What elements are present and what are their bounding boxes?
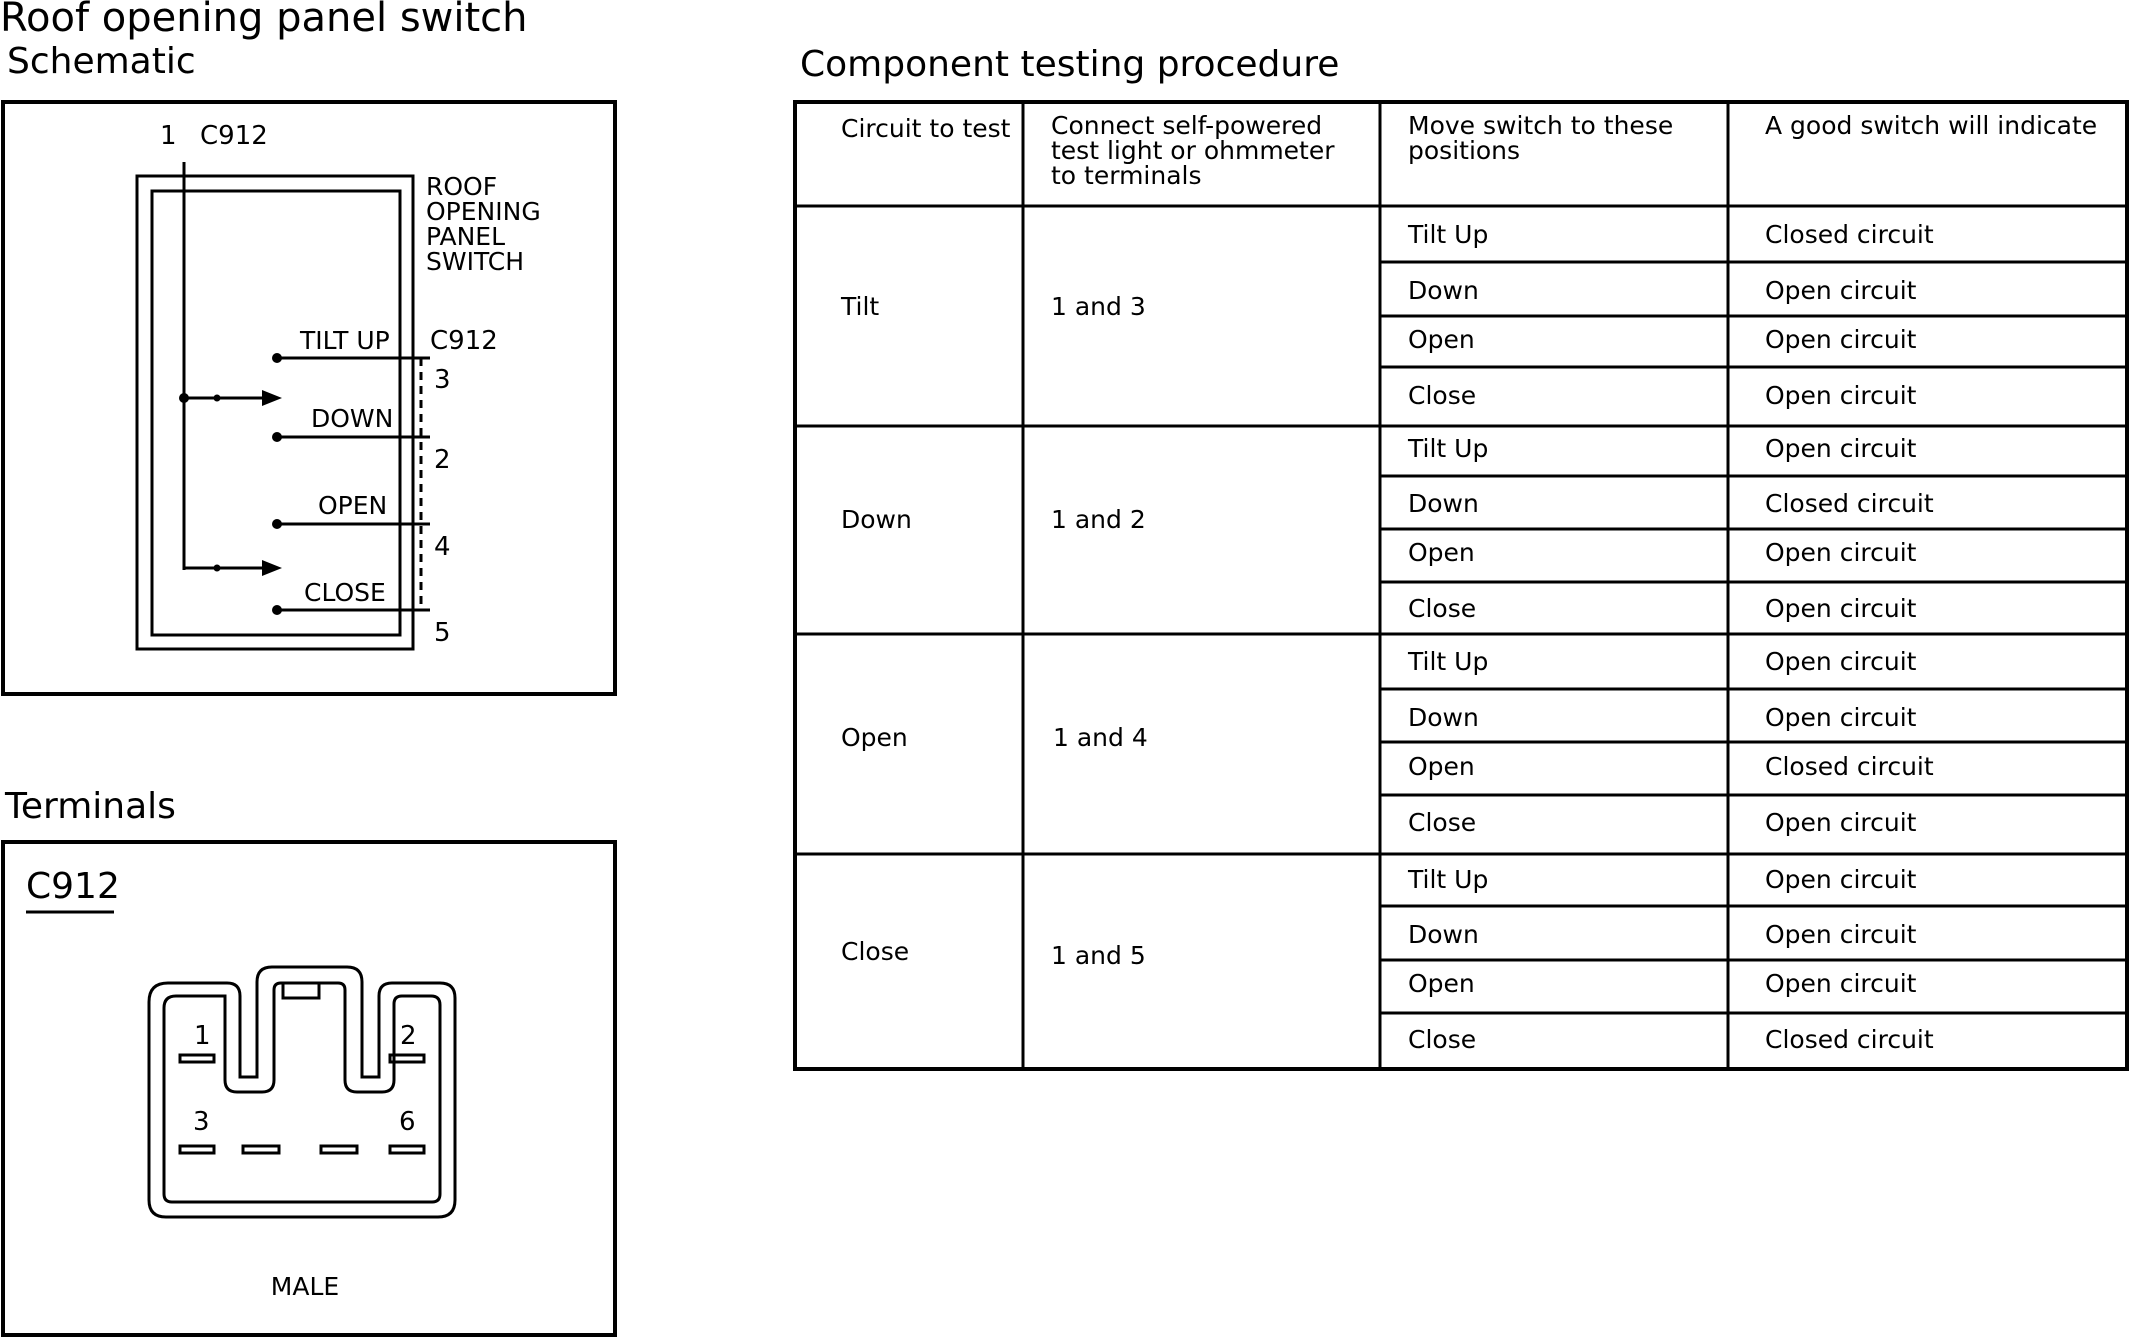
- result-cell: Open circuit: [1765, 276, 1917, 305]
- position-cell: Down: [1408, 920, 1479, 949]
- pin-slot: [390, 1146, 424, 1153]
- header-positions-line: positions: [1408, 136, 1521, 165]
- terminal-number: 5: [434, 618, 451, 648]
- connector-housing-outer: [149, 967, 455, 1217]
- result-cell: Open circuit: [1765, 808, 1917, 837]
- header-circuit: Circuit to test: [841, 114, 1011, 143]
- pin-number: 2: [400, 1021, 417, 1051]
- position-cell: Tilt Up: [1408, 865, 1489, 894]
- header-indicate: A good switch will indicate: [1765, 111, 2098, 140]
- pin-slot: [243, 1146, 279, 1153]
- schematic-heading: Schematic: [7, 41, 196, 82]
- position-cell: Open: [1408, 752, 1475, 781]
- contact-dot: [272, 353, 282, 363]
- connector-top-label: C912: [200, 121, 268, 151]
- result-cell: Open circuit: [1765, 325, 1917, 354]
- page-title: Roof opening panel switch: [0, 0, 528, 41]
- switch-label-line: PANEL: [426, 222, 506, 251]
- pivot-dot: [214, 395, 221, 402]
- table-header: [841, 111, 2097, 190]
- result-cell: Closed circuit: [1765, 752, 1934, 781]
- position-cell: Close: [1408, 1025, 1477, 1054]
- circuit-cell: Close: [841, 937, 910, 966]
- header-connect-line: test light or ohmmeter: [1051, 136, 1335, 165]
- position-cell: Open: [1408, 969, 1475, 998]
- connector-gender: MALE: [270, 1272, 340, 1301]
- pin-slots: [180, 1055, 424, 1153]
- contact-dot: [272, 432, 282, 442]
- position-cell: Tilt Up: [1408, 647, 1489, 676]
- switch-label: [426, 172, 541, 276]
- header-connect-line: to terminals: [1051, 161, 1202, 190]
- result-cell: Open circuit: [1765, 538, 1917, 567]
- result-cell: Closed circuit: [1765, 220, 1934, 249]
- pin-number: 6: [399, 1107, 416, 1137]
- terminal-number: 3: [434, 365, 451, 395]
- result-cell: Open circuit: [1765, 647, 1917, 676]
- latch-notch: [283, 983, 319, 998]
- position-label-tilt-up: TILT UP: [300, 326, 390, 355]
- lower-blade-arrow: [262, 560, 282, 576]
- procedure-table: [795, 102, 2127, 1069]
- position-cell: Open: [1408, 538, 1475, 567]
- pin-number: 3: [193, 1107, 210, 1137]
- position-cell: Down: [1408, 489, 1479, 518]
- terminals-frame: [3, 842, 615, 1335]
- pin1-number: 1: [160, 121, 177, 151]
- circuit-cell: Open: [841, 723, 908, 752]
- position-cell: Down: [1408, 276, 1479, 305]
- terminals-heading: Terminals: [5, 786, 176, 827]
- pin-slot: [321, 1146, 357, 1153]
- connector-name: C912: [26, 866, 120, 907]
- position-label-close: CLOSE: [304, 578, 386, 607]
- schematic-panel: [3, 102, 615, 694]
- procedure-heading: Component testing procedure: [800, 44, 1340, 85]
- position-cell: Tilt Up: [1408, 434, 1489, 463]
- pin-numbers: [193, 1021, 417, 1137]
- switch-label-line: ROOF: [426, 172, 498, 201]
- position-cell: Close: [1408, 594, 1477, 623]
- position-labels: [299, 326, 393, 607]
- switch-label-line: OPENING: [426, 197, 541, 226]
- connector-right-label: C912: [430, 326, 498, 356]
- position-cell: Tilt Up: [1408, 220, 1489, 249]
- switch-label-line: SWITCH: [426, 247, 525, 276]
- position-cell: Open: [1408, 325, 1475, 354]
- result-cell: Open circuit: [1765, 703, 1917, 732]
- terminal-number: 4: [434, 532, 451, 562]
- terminals-cell: 1 and 2: [1051, 505, 1146, 534]
- result-cell: Open circuit: [1765, 381, 1917, 410]
- terminal-numbers: [434, 365, 451, 648]
- result-cell: Closed circuit: [1765, 1025, 1934, 1054]
- circuit-cell: Tilt: [841, 292, 880, 321]
- result-cell: Closed circuit: [1765, 489, 1934, 518]
- result-cell: Open circuit: [1765, 594, 1917, 623]
- position-label-down: DOWN: [311, 404, 394, 433]
- terminals-cell: 1 and 5: [1051, 941, 1146, 970]
- connector-housing-inner: [164, 983, 440, 1202]
- contact-dot: [272, 605, 282, 615]
- pivot-dot: [214, 565, 221, 572]
- pin-number: 1: [194, 1021, 211, 1051]
- terminals-cell: 1 and 4: [1053, 723, 1148, 752]
- upper-blade-arrow: [262, 390, 282, 406]
- header-connect-line: Connect self-powered: [1051, 111, 1323, 140]
- result-cell: Open circuit: [1765, 969, 1917, 998]
- terminals-panel: [3, 842, 615, 1335]
- pin-slot: [180, 1055, 214, 1062]
- circuit-cell: Down: [841, 505, 912, 534]
- terminal-number: 2: [434, 445, 451, 475]
- result-cell: Open circuit: [1765, 920, 1917, 949]
- result-cell: Open circuit: [1765, 434, 1917, 463]
- contact-dot: [272, 519, 282, 529]
- result-cell: Open circuit: [1765, 865, 1917, 894]
- position-cell: Down: [1408, 703, 1479, 732]
- header-positions-line: Move switch to these: [1408, 111, 1674, 140]
- pin-slot: [180, 1146, 214, 1153]
- terminals-cell: 1 and 3: [1051, 292, 1146, 321]
- contacts: [277, 358, 430, 610]
- position-label-open: OPEN: [318, 491, 388, 520]
- position-cell: Close: [1408, 808, 1477, 837]
- position-cell: Close: [1408, 381, 1477, 410]
